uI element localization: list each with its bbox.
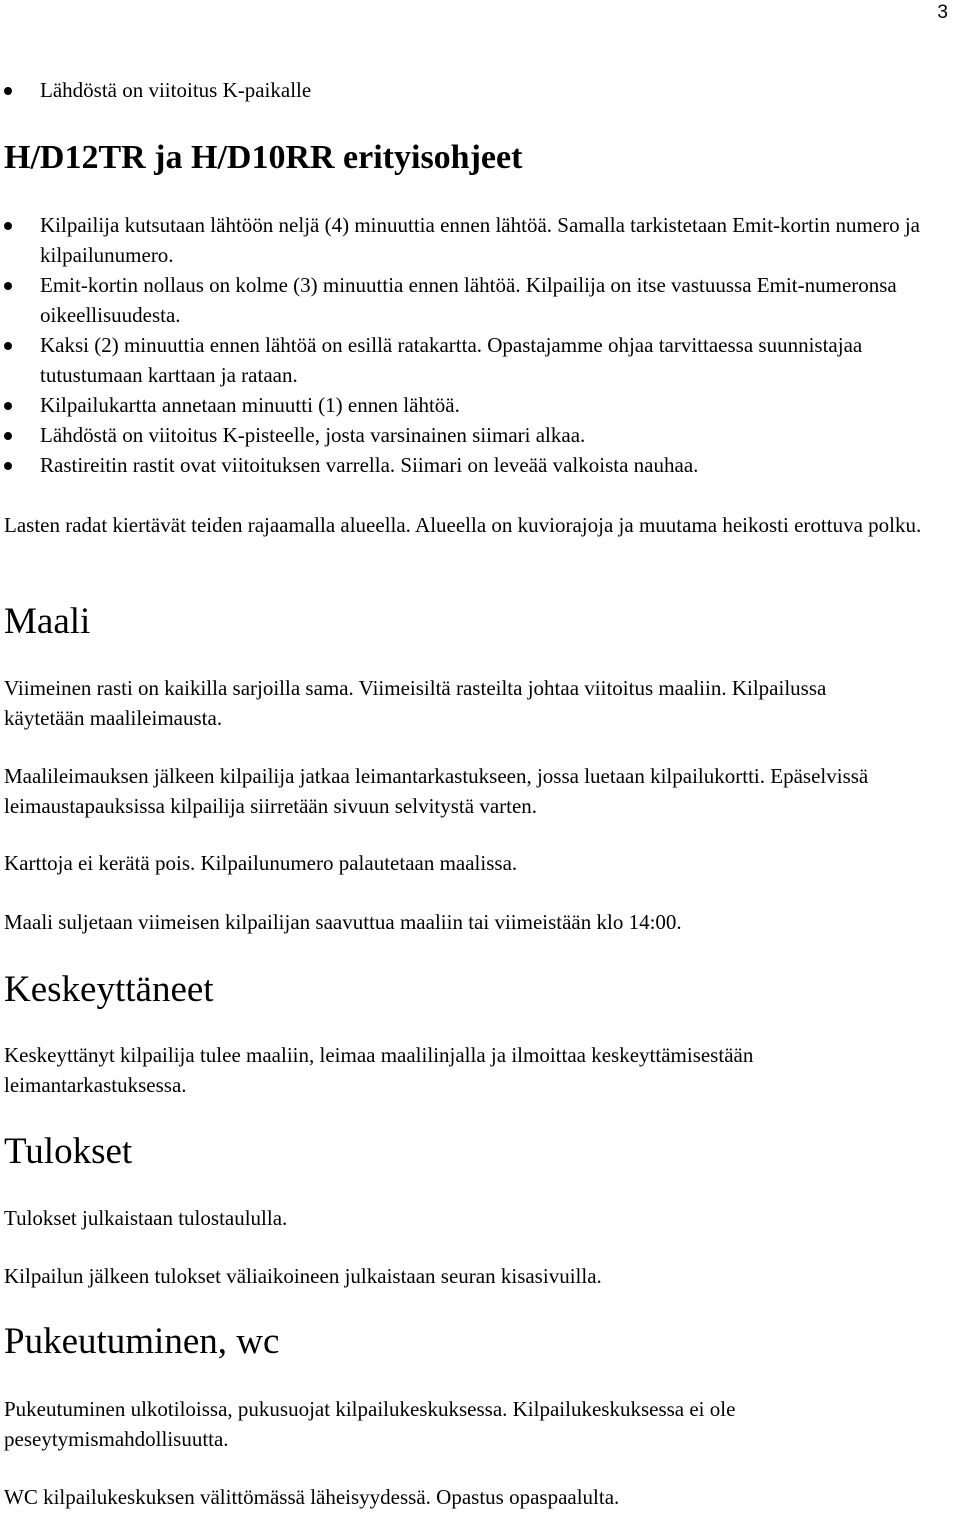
list-item: Kilpailija kutsutaan lähtöön neljä (4) minuuttia ennen lähtöä. Samalla tarkistetaan Emit-kortin numero ja kilpailunumero.: [4, 210, 939, 270]
maali-paragraph-4: Maali suljetaan viimeisen kilpailijan saavuttua maaliin tai viimeistään klo 14:00.: [4, 910, 682, 934]
list-item: Emit-kortin nollaus on kolme (3) minuuttia ennen lähtöä. Kilpailija on itse vastuussa Emit-numeronsa oikeellisuudesta.: [4, 270, 939, 330]
bullet-icon: [4, 282, 12, 290]
tulokset-paragraph-1: Tulokset julkaistaan tulostaululla.: [4, 1206, 288, 1230]
list-item: Kaksi (2) minuuttia ennen lähtöä on esillä ratakartta. Opastajamme ohjaa tarvittaessa suunnistajaa tutustumaan karttaan ja rataan.: [4, 330, 939, 390]
section-title-h-d12tr: H/D12TR ja H/D10RR erityisohjeet: [4, 139, 523, 176]
section-title-keskeyttaneet: Keskeyttäneet: [4, 969, 214, 1010]
list-item: Kilpailukartta annetaan minuutti (1) ennen lähtöä.: [4, 390, 939, 420]
keskeyttaneet-paragraph: Keskeyttänyt kilpailija tulee maaliin, leimaa maalilinjalla ja ilmoittaa keskeyttämisestään leimantarkastuksessa.: [4, 1043, 754, 1097]
section-title-pukeutuminen: Pukeutuminen, wc: [4, 1321, 280, 1362]
list-item: Rastireitin rastit ovat viitoituksen varrella. Siimari on leveää valkoista nauhaa.: [4, 450, 939, 480]
list-item: Lähdöstä on viitoitus K-pisteelle, josta varsinainen siimari alkaa.: [4, 420, 939, 450]
page-number: 3: [937, 2, 948, 23]
section-title-tulokset: Tulokset: [4, 1131, 133, 1172]
bullet-icon: [4, 432, 12, 440]
bullet-icon: [4, 222, 12, 230]
section-title-maali: Maali: [4, 601, 91, 642]
bullet-icon: [4, 87, 12, 95]
h-d12tr-list: [4, 210, 939, 480]
tulokset-paragraph-2: Kilpailun jälkeen tulokset väliaikoineen julkaistaan seuran kisasivuilla.: [4, 1264, 602, 1288]
intro-list: [4, 75, 954, 105]
bullet-icon: [4, 462, 12, 470]
bullet-icon: [4, 402, 12, 410]
maali-paragraph-2: Maalileimauksen jälkeen kilpailija jatkaa leimantarkastukseen, jossa luetaan kilpailukortti. Epäselvissä leimaustapauksissa kilpailija siirretään sivuun selvitystä varten.: [4, 764, 869, 818]
h-d12tr-paragraph: Lasten radat kiertävät teiden rajaamalla alueella. Alueella on kuviorajoja ja muutama heikosti erottuva polku.: [4, 513, 922, 537]
bullet-icon: [4, 342, 12, 350]
maali-paragraph-1: Viimeinen rasti on kaikilla sarjoilla sama. Viimeisiltä rasteilta johtaa viitoitus maaliin. Kilpailussa käytetään maalileimausta.: [4, 676, 827, 730]
list-item: Lähdöstä on viitoitus K-paikalle: [4, 75, 954, 105]
pukeutuminen-paragraph-1: Pukeutuminen ulkotiloissa, pukusuojat kilpailukeskuksessa. Kilpailukeskuksessa ei ole peseytymismahdollisuutta.: [4, 1397, 736, 1451]
pukeutuminen-paragraph-2: WC kilpailukeskuksen välittömässä läheisyydessä. Opastus opaspaalulta.: [4, 1485, 620, 1509]
maali-paragraph-3: Karttoja ei kerätä pois. Kilpailunumero palautetaan maalissa.: [4, 851, 518, 875]
